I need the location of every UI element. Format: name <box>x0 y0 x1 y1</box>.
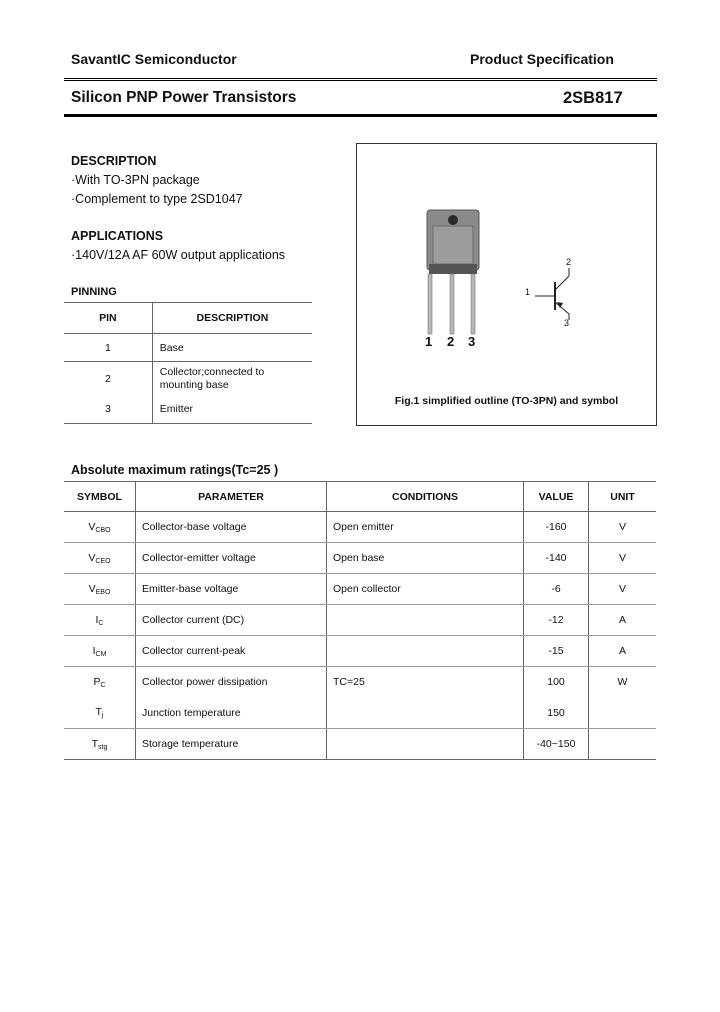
unit-cell: A <box>589 636 657 667</box>
pin-number: 2 <box>64 362 152 396</box>
unit-cell <box>589 729 657 760</box>
symbol-letter: T <box>95 706 102 719</box>
header-rule-thin <box>64 78 657 79</box>
parameter-cell: Collector current (DC) <box>136 605 327 636</box>
applications-heading: APPLICATIONS <box>71 229 164 243</box>
symbol-subscript: C <box>100 681 106 689</box>
symbol-emitter-label: 3 <box>564 318 570 328</box>
ratings-table <box>64 481 656 760</box>
condition-cell: TC=25 <box>327 667 524 698</box>
header-rule-thin-2 <box>64 80 657 81</box>
lead-label-3: 3 <box>468 334 476 349</box>
parameter-cell: Collector current-peak <box>136 636 327 667</box>
title-rule <box>64 114 657 117</box>
symbol-column-header: SYMBOL <box>64 482 136 512</box>
ratings-row <box>64 574 656 605</box>
value-cell: 150 <box>524 698 589 729</box>
condition-cell: Open collector <box>327 574 524 605</box>
symbol-subscript: j <box>101 712 104 720</box>
pinning-heading: PINNING <box>71 286 117 298</box>
symbol-letter: T <box>91 737 99 750</box>
symbol-cell <box>64 574 136 605</box>
lead-label-2: 2 <box>447 334 455 349</box>
symbol-letter: V <box>88 551 96 564</box>
value-cell: -40~150 <box>524 729 589 760</box>
symbol-cell <box>64 512 136 543</box>
condition-cell <box>327 605 524 636</box>
pinning-row <box>64 334 312 362</box>
condition-cell: Open emitter <box>327 512 524 543</box>
value-cell: -12 <box>524 605 589 636</box>
pinning-row <box>64 396 312 424</box>
unit-cell: A <box>589 605 657 636</box>
description-column-header: DESCRIPTION <box>152 303 312 334</box>
value-cell: -140 <box>524 543 589 574</box>
applications-item: ·140V/12A AF 60W output applications <box>71 248 286 262</box>
symbol-letter: I <box>92 644 96 657</box>
unit-column-header: UNIT <box>589 482 657 512</box>
condition-cell <box>327 729 524 760</box>
document-type: Product Specification <box>470 51 614 67</box>
conditions-column-header: CONDITIONS <box>327 482 524 512</box>
pin-number: 3 <box>64 396 152 424</box>
value-cell: -160 <box>524 512 589 543</box>
unit-cell: V <box>589 543 657 574</box>
parameter-cell: Collector power dissipation <box>136 667 327 698</box>
pin-description: Emitter <box>159 403 194 416</box>
ratings-heading: Absolute maximum ratings(Tc=25 ) <box>71 463 279 477</box>
pin-number: 1 <box>64 334 152 362</box>
unit-cell <box>589 698 657 729</box>
ratings-row <box>64 605 656 636</box>
symbol-letter: P <box>93 675 101 688</box>
symbol-cell <box>64 698 136 729</box>
ratings-row <box>64 698 656 729</box>
pin-description: Base <box>152 334 312 362</box>
parameter-cell: Collector-emitter voltage <box>136 543 327 574</box>
ratings-row <box>64 512 656 543</box>
unit-cell: V <box>589 574 657 605</box>
to3pn-package-outline <box>357 144 656 425</box>
symbol-cell <box>64 667 136 698</box>
value-cell: -15 <box>524 636 589 667</box>
symbol-base-label: 1 <box>525 287 531 297</box>
pin-description <box>152 362 312 396</box>
value-column-header: VALUE <box>524 482 589 512</box>
symbol-cell <box>64 636 136 667</box>
description-heading: DESCRIPTION <box>71 154 157 168</box>
pin-description-text: Collector;connected to mounting base <box>159 365 265 391</box>
figure-caption: Fig.1 simplified outline (TO-3PN) and symbol <box>394 395 619 407</box>
value-cell: -6 <box>524 574 589 605</box>
pinning-table <box>64 302 312 424</box>
parameter-cell: Emitter-base voltage <box>136 574 327 605</box>
company-name: SavantIC Semiconductor <box>71 51 237 67</box>
symbol-subscript: CBO <box>95 526 111 534</box>
symbol-letter: I <box>95 613 99 626</box>
ratings-header-row <box>64 482 656 512</box>
pinning-row <box>64 362 312 396</box>
condition-cell: Open base <box>327 543 524 574</box>
pin-column-header: PIN <box>64 303 152 334</box>
condition-cell <box>327 698 524 729</box>
symbol-subscript: CM <box>95 650 107 658</box>
symbol-subscript: CEO <box>95 557 111 565</box>
symbol-letter: V <box>88 582 96 595</box>
symbol-cell <box>64 543 136 574</box>
ratings-row <box>64 729 656 760</box>
symbol-cell <box>64 605 136 636</box>
part-number: 2SB817 <box>563 89 623 107</box>
lead-label-1: 1 <box>425 334 433 349</box>
parameter-cell: Collector-base voltage <box>136 512 327 543</box>
ratings-row <box>64 543 656 574</box>
parameter-cell: Storage temperature <box>136 729 327 760</box>
parameter-cell: Junction temperature <box>136 698 327 729</box>
parameter-column-header: PARAMETER <box>136 482 327 512</box>
symbol-letter: V <box>88 520 96 533</box>
ratings-row <box>64 636 656 667</box>
condition-cell <box>327 636 524 667</box>
figure-box <box>356 143 657 426</box>
unit-cell: W <box>617 676 628 689</box>
description-item: ·Complement to type 2SD1047 <box>71 192 243 206</box>
unit-cell: V <box>589 512 657 543</box>
symbol-subscript: C <box>98 619 104 627</box>
value-cell: 100 <box>524 667 589 698</box>
symbol-subscript: EBO <box>95 588 111 596</box>
symbol-cell <box>64 729 136 760</box>
symbol-collector-label: 2 <box>566 257 572 267</box>
pinning-header-row <box>64 303 312 334</box>
ratings-row <box>64 667 656 698</box>
symbol-subscript: stg <box>98 743 108 751</box>
description-item: ·With TO-3PN package <box>71 173 200 187</box>
product-title: Silicon PNP Power Transistors <box>71 89 297 106</box>
